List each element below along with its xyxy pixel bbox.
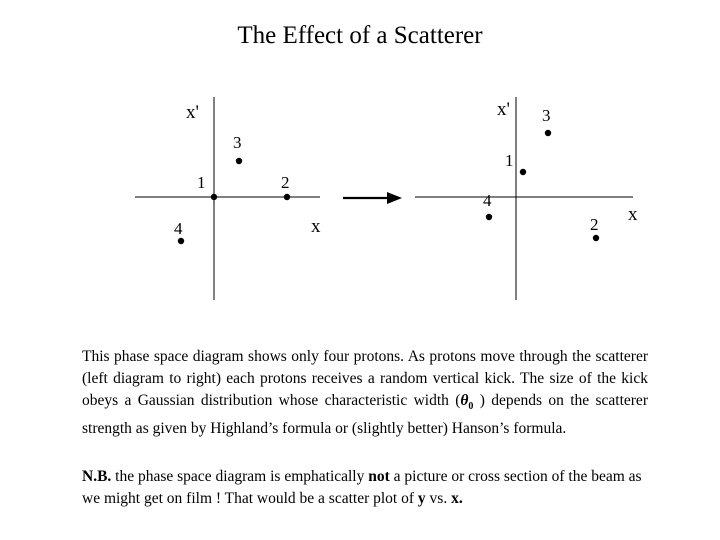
left-point-3 (236, 158, 242, 164)
explanation-text-end: ) depends on the scatterer strength as given by Highland’s formula or (slightly better) Hanson’s formula. (82, 392, 648, 438)
note-text-2: a picture or cross section of the beam as we might get on film ! That would be a scatter plot of (82, 468, 642, 507)
left-x-axis-label: x (311, 216, 321, 237)
right-point-4 (486, 214, 492, 220)
left-point-4 (178, 238, 184, 244)
right-x-axis-label: x (628, 204, 638, 225)
slide-title: The Effect of a Scatterer (237, 22, 483, 49)
right-y-axis-label: x' (497, 99, 510, 120)
explanation-paragraph (82, 346, 648, 440)
left-y-axis-label: x' (186, 102, 199, 123)
right-point-4-label: 4 (483, 191, 492, 210)
not-emphasis: not (368, 468, 390, 485)
left-point-3-label: 3 (233, 133, 242, 152)
note-paragraph (82, 466, 648, 510)
right-point-3 (545, 130, 551, 136)
theta-symbol: $\theta_0$ (460, 392, 474, 413)
versus-text: vs. (425, 490, 452, 507)
left-point-4-label: 4 (174, 219, 183, 238)
left-point-2 (284, 194, 290, 200)
right-point-1 (520, 169, 526, 175)
theta-subscript: 0 (468, 401, 474, 413)
x-variable: x. (451, 490, 463, 507)
left-point-1-label: 1 (197, 173, 206, 192)
right-point-2-label: 2 (590, 215, 599, 234)
note-text-1: the phase space diagram is emphatically (111, 468, 369, 485)
explanation-text-start: This phase space diagram shows only four protons. As protons move through the scatterer (left diagram to right) each protons receives a random vertical kick. The size of the kick obeys a Gaussian distribution whose characteristic width ( (82, 348, 648, 409)
right-point-2 (593, 235, 599, 241)
left-point-1 (211, 194, 217, 200)
transform-arrow-head (387, 192, 402, 204)
y-variable: y (417, 490, 426, 507)
right-point-1-label: 1 (505, 151, 514, 170)
right-point-3-label: 3 (542, 106, 551, 125)
nb-label: N.B. (82, 468, 112, 485)
left-point-2-label: 2 (281, 173, 290, 192)
